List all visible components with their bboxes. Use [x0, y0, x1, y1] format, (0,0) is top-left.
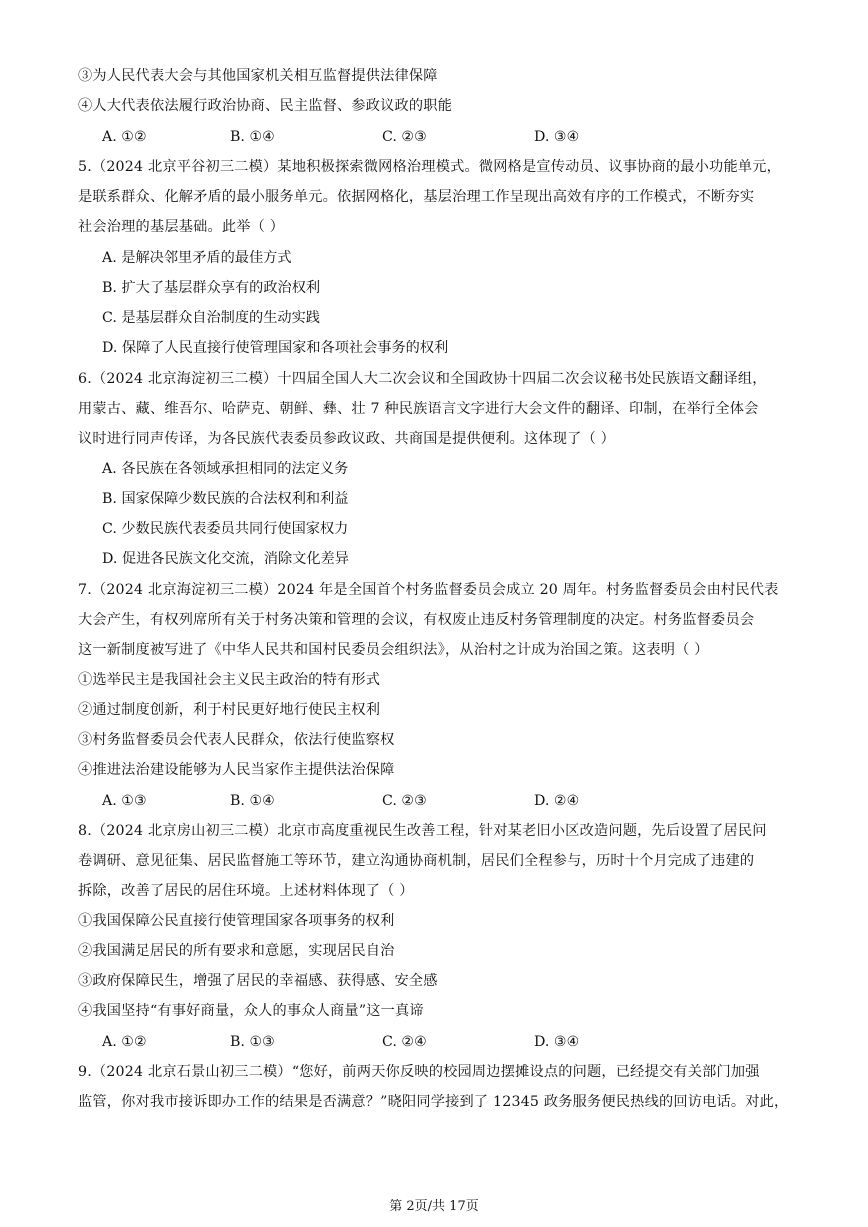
q8-stem-line-1: 8.（2024 北京房山初三二模）北京市高度重视民生改善工程，针对某老旧小区改造问题，先后设置了居民问: [78, 823, 767, 839]
q6-stem-line-2: 用蒙古、藏、维吾尔、哈萨克、朝鲜、彝、壮 7 种民族语言文字进行大会文件的翻译、印制，在举行全体会: [78, 401, 759, 417]
q8-stem-line-2: 卷调研、意见征集、居民监督施工等环节，建立沟通协商机制，居民们全程参与，历时十个月完成了违建的: [78, 853, 755, 869]
q5-option-b[interactable]: B. 扩大了基层群众享有的政治权利: [102, 280, 321, 296]
q8-statement-1: ①我国保障公民直接行使管理国家各项事务的权利: [78, 913, 395, 929]
q5-stem-line-3: 社会治理的基层基础。此举（ ）: [78, 219, 285, 235]
q7-option-a[interactable]: A. ①③: [102, 793, 147, 809]
q7-stem-line-1: 7.（2024 北京海淀初三二模）2024 年是全国首个村务监督委员会成立 20 周年。村务监督委员会由村民代表: [78, 582, 779, 598]
q5-stem-line-2: 是联系群众、化解矛盾的最小服务单元。依据网格化，基层治理工作呈现出高效有序的工作模式，不断夯实: [78, 189, 755, 205]
q6-option-b[interactable]: B. 国家保障少数民族的合法权利和利益: [102, 491, 349, 507]
q6-option-d[interactable]: D. 促进各民族文化交流，消除文化差异: [102, 551, 349, 567]
q5-option-a[interactable]: A. 是解决邻里矛盾的最佳方式: [102, 250, 292, 266]
q8-statement-4: ④我国坚持“有事好商量，众人的事众人商量”这一真谛: [78, 1003, 424, 1019]
q6-option-c[interactable]: C. 少数民族代表委员共同行使国家权力: [102, 521, 349, 537]
q5-option-d[interactable]: D. 保障了人民直接行使管理国家和各项社会事务的权利: [102, 340, 449, 356]
q7-statement-1: ①选举民主是我国社会主义民主政治的特有形式: [78, 672, 381, 688]
q6-option-a[interactable]: A. 各民族在各领域承担相同的法定义务: [102, 461, 349, 477]
page-number: 第 2页/共 17页: [389, 1199, 479, 1214]
q7-option-c[interactable]: C. ②③: [382, 793, 427, 809]
statement-4: ④人大代表依法履行政治协商、民主监督、参政议政的职能: [78, 98, 453, 114]
q5-option-c[interactable]: C. 是基层群众自治制度的生动实践: [102, 310, 320, 326]
q9-stem-line-2: 监管，你对我市接诉即办工作的结果是否满意？”晓阳同学接到了 12345 政务服务便民热线的回访电话。对此，: [78, 1094, 789, 1110]
statement-3: ③为人民代表大会与其他国家机关相互监督提供法律保障: [78, 68, 438, 84]
q7-option-d[interactable]: D. ②④: [534, 793, 580, 809]
q8-option-d[interactable]: D. ③④: [534, 1034, 580, 1050]
q8-option-a[interactable]: A. ①②: [102, 1034, 147, 1050]
q8-stem-line-3: 拆除，改善了居民的居住环境。上述材料体现了（ ）: [78, 883, 414, 899]
q7-statement-2: ②通过制度创新，利于村民更好地行使民主权利: [78, 702, 381, 718]
option-c[interactable]: C. ②③: [382, 129, 427, 145]
q6-stem-line-3: 议时进行同声传译，为各民族代表委员参政议政、共商国是提供便利。这体现了（ ）: [78, 431, 616, 447]
option-d[interactable]: D. ③④: [534, 129, 580, 145]
q7-statement-4: ④推进法治建设能够为人民当家作主提供法治保障: [78, 762, 395, 778]
q8-statement-3: ③政府保障民生，增强了居民的幸福感、获得感、安全感: [78, 973, 438, 989]
option-a[interactable]: A. ①②: [102, 129, 147, 145]
q6-stem-line-1: 6.（2024 北京海淀初三二模）十四届全国人大二次会议和全国政协十四届二次会议秘书处民族语文翻译组，: [78, 371, 767, 387]
q5-stem-line-1: 5.（2024 北京平谷初三二模）某地积极探索微网格治理模式。微网格是宣传动员、议事协商的最小功能单元，: [78, 159, 781, 175]
q7-option-b[interactable]: B. ①④: [230, 793, 275, 809]
q7-stem-line-3: 这一新制度被写进了《中华人民共和国村民委员会组织法》，从治村之计成为治国之策。这表明（ ）: [78, 642, 709, 658]
q8-statement-2: ②我国满足居民的所有要求和意愿，实现居民自治: [78, 943, 395, 959]
option-b[interactable]: B. ①④: [230, 129, 275, 145]
q9-stem-line-1: 9.（2024 北京石景山初三二模）“您好，前两天你反映的校园周边摆摊设点的问题，已经提交有关部门加强: [78, 1064, 760, 1080]
q8-option-c[interactable]: C. ②④: [382, 1034, 427, 1050]
q7-stem-line-2: 大会产生，有权列席所有关于村务决策和管理的会议，有权废止违反村务管理制度的决定。村务监督委员会: [78, 612, 755, 628]
q8-option-b[interactable]: B. ①③: [230, 1034, 275, 1050]
q7-statement-3: ③村务监督委员会代表人民群众，依法行使监察权: [78, 732, 395, 748]
